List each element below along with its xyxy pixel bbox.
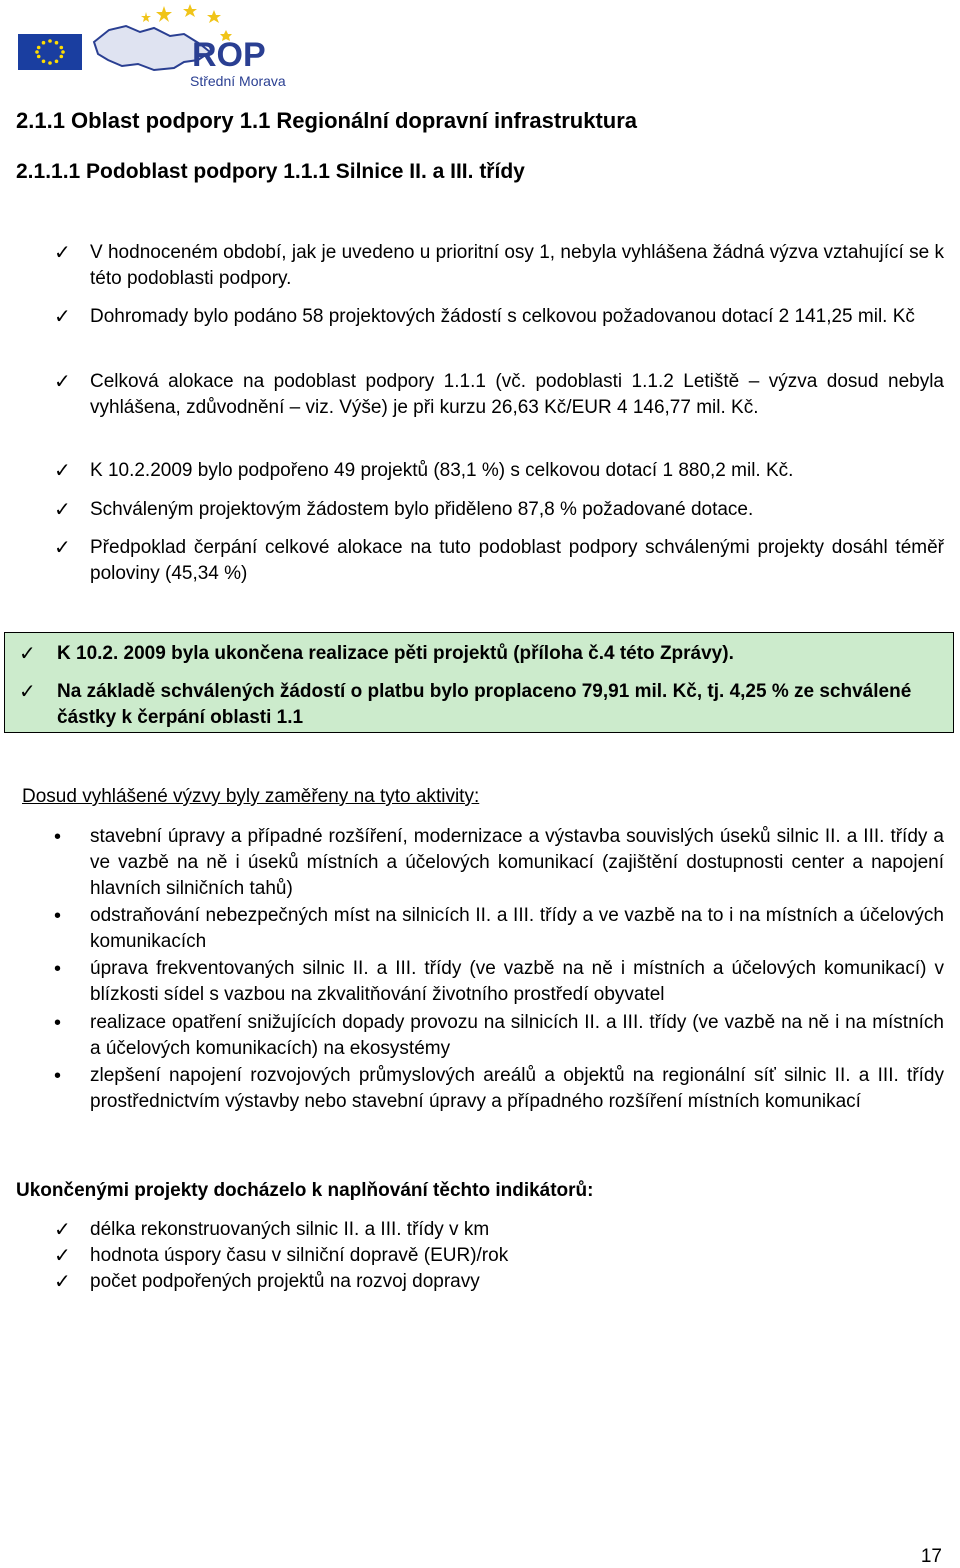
activity-text: odstraňování nebezpečných míst na silnicích II. a III. třídy a ve vazbě na to i na místních a účelových komunikacích xyxy=(90,905,944,952)
bullet-icon: • xyxy=(54,1012,62,1034)
logo-subtitle: Střední Morava xyxy=(190,73,286,89)
highlight-item xyxy=(19,641,939,667)
bullet-icon: • xyxy=(54,1065,62,1087)
indicator-item xyxy=(54,1243,944,1269)
check-item xyxy=(54,535,944,587)
indicator-text: délka rekonstruovaných silnic II. a III. třídy v km xyxy=(90,1219,490,1240)
check-item-text: Celková alokace na podoblast podpory 1.1.1 (vč. podoblasti 1.1.2 Letiště – výzva dosud nebyla vyhlášena, zdůvodnění – viz. Výše) je při kurzu 26,63 Kč/EUR 4 146,77 mil. Kč. xyxy=(90,371,944,418)
check-item-text: V hodnoceném období, jak je uvedeno u prioritní osy 1, nebyla vyhlášena žádná výzva vztahující se k této podoblasti podpory. xyxy=(90,242,944,289)
check-item-text: K 10.2.2009 bylo podpořeno 49 projektů (83,1 %) s celkovou dotací 1 880,2 mil. Kč. xyxy=(90,460,794,481)
subsection-heading: 2.1.1.1 Podoblast podpory 1.1.1 Silnice II. a III. třídy xyxy=(16,160,525,183)
indicator-item xyxy=(54,1269,944,1295)
indicator-item xyxy=(54,1217,944,1243)
check-item xyxy=(54,240,944,292)
bullet-icon: • xyxy=(54,826,62,848)
check-item xyxy=(54,304,944,330)
section-heading: 2.1.1 Oblast podpory 1.1 Regionální dopravní infrastruktura xyxy=(16,108,638,133)
activity-item xyxy=(54,1063,944,1115)
logo-text: ROP xyxy=(192,36,266,74)
activity-item xyxy=(54,903,944,955)
activity-text: zlepšení napojení rozvojových průmyslových areálů a objektů na regionální síť silnic II. a III. třídy prostřednictvím výstavby nebo stavební úpravy a případného rozšíření místních komunikací xyxy=(90,1065,944,1112)
check-item-text: Předpoklad čerpání celkové alokace na tuto podoblast podpory schválenými projekty dosáhl téměř poloviny (45,34 %) xyxy=(90,537,944,584)
highlight-item-text: Na základě schválených žádostí o platbu bylo proplaceno 79,91 mil. Kč, tj. 4,25 % ze schválené částky k čerpání oblasti 1.1 xyxy=(57,681,912,728)
check-item xyxy=(54,497,944,523)
activity-text: úprava frekventovaných silnic II. a III. třídy (ve vazbě na ně i místních a účelových komunikací) v blízkosti sídel s vazbou na zkvalitňování životního prostředí obyvatel xyxy=(90,958,944,1005)
indicator-text: hodnota úspory času v silniční dopravě (EUR)/rok xyxy=(90,1245,509,1266)
check-item-text: Dohromady bylo podáno 58 projektových žádostí s celkovou požadovanou dotací 2 141,25 mil. Kč xyxy=(90,306,915,327)
checkmark-icon: ✓ xyxy=(54,371,71,393)
activity-item xyxy=(54,1010,944,1062)
indicator-text: počet podpořených projektů na rozvoj dopravy xyxy=(90,1271,480,1292)
page-number: 17 xyxy=(920,1546,942,1567)
highlight-item xyxy=(19,679,939,731)
activity-text: stavební úpravy a případné rozšíření, modernizace a výstavba souvislých úseků silnic II. a III. třídy a ve vazbě na ně i úseků místních a účelových komunikací (zajištění dostupnosti center a napojení hlavních silničních tahů) xyxy=(90,826,944,899)
checkmark-icon: ✓ xyxy=(54,1245,71,1267)
check-item xyxy=(54,458,944,484)
activity-item xyxy=(54,956,944,1008)
bullet-icon: • xyxy=(54,958,62,980)
checkmark-icon: ✓ xyxy=(54,242,71,264)
checkmark-icon: ✓ xyxy=(19,643,36,665)
activity-item xyxy=(54,824,944,902)
activities-heading: Dosud vyhlášené výzvy byly zaměřeny na tyto aktivity: xyxy=(22,786,480,807)
activity-text: realizace opatření snižujících dopady provozu na silnicích II. a III. třídy (ve vazbě na ně i na místních a účelových komunikacích) na ekosystémy xyxy=(90,1012,944,1059)
checkmark-icon: ✓ xyxy=(54,460,71,482)
checkmark-icon: ✓ xyxy=(54,1219,71,1241)
check-item-text: Schváleným projektovým žádostem bylo přiděleno 87,8 % požadované dotace. xyxy=(90,499,754,520)
highlight-box xyxy=(4,632,954,733)
checkmark-icon: ✓ xyxy=(54,537,71,559)
logo-graphic xyxy=(14,2,294,92)
checkmark-icon: ✓ xyxy=(19,681,36,703)
highlight-item-text: K 10.2. 2009 byla ukončena realizace pěti projektů (příloha č.4 této Zprávy). xyxy=(57,643,734,664)
check-item xyxy=(54,369,944,421)
checkmark-icon: ✓ xyxy=(54,499,71,521)
bullet-icon: • xyxy=(54,905,62,927)
checkmark-icon: ✓ xyxy=(54,1271,71,1293)
indicators-heading: Ukončenými projekty docházelo k naplňování těchto indikátorů: xyxy=(16,1180,594,1201)
checkmark-icon: ✓ xyxy=(54,306,71,328)
rop-logo xyxy=(14,2,294,92)
